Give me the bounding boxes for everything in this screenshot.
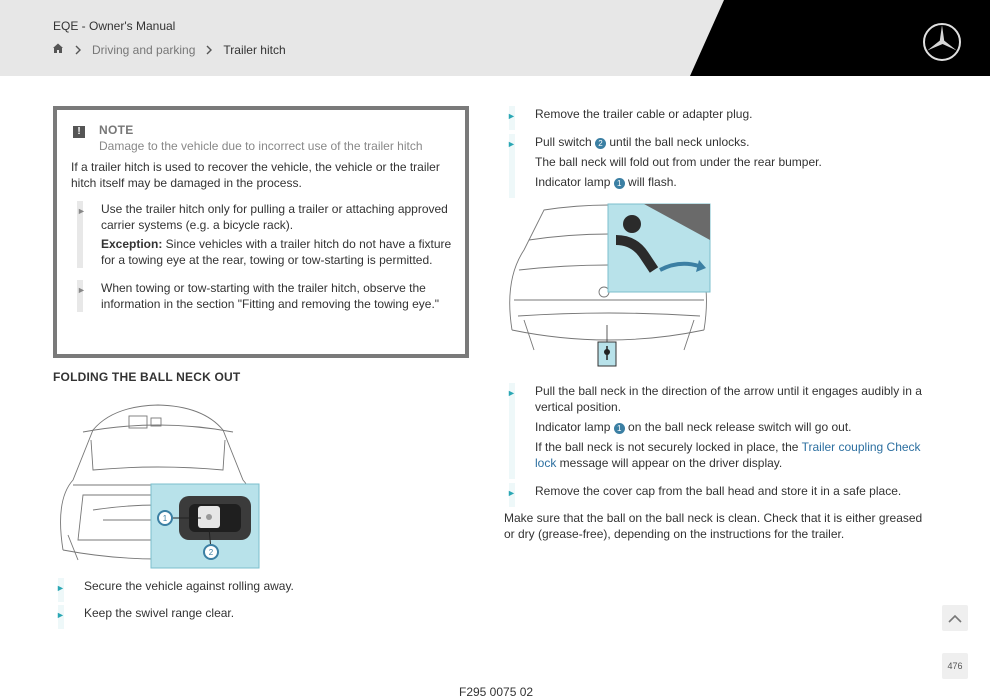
step-pull-ball-neck	[505, 383, 945, 471]
breadcrumb-trailer-hitch: Trailer hitch	[223, 42, 286, 57]
chevron-right-icon	[64, 45, 92, 55]
bullet-arrow-icon: ►	[56, 583, 65, 593]
header-bar	[0, 0, 990, 76]
trailer-coupling-link[interactable]: Trailer coupling Check lock	[535, 440, 921, 470]
figure-ball-neck	[504, 200, 714, 370]
note-item	[73, 201, 457, 268]
figure-code: F295 0075 02	[459, 685, 534, 699]
note-exception	[101, 236, 457, 268]
figure-trunk-switch	[53, 400, 263, 570]
bullet-arrow-icon: ►	[507, 139, 516, 149]
breadcrumb	[52, 42, 286, 57]
scroll-top-button[interactable]	[942, 605, 968, 631]
page-number-icon[interactable]: 476	[942, 653, 968, 679]
note-item-text: When towing or tow-starting with the trailer hitch, observe the information in the section "Fitting and removing the towing eye."	[101, 281, 440, 311]
step-text: Secure the vehicle against rolling away.	[84, 579, 294, 593]
step-result: Indicator lamp 1 will flash.	[535, 175, 677, 189]
figure-label-1: 1	[162, 514, 168, 523]
step-secure-vehicle	[54, 578, 464, 594]
step-pull-switch	[505, 134, 945, 190]
note-list	[73, 201, 457, 312]
note-subtitle: Damage to the vehicle due to incorrect use of the trailer hitch	[99, 139, 423, 153]
exception-label: Exception:	[101, 237, 163, 251]
bullet-arrow-icon: ►	[507, 111, 516, 121]
bullet-arrow-icon: ►	[56, 610, 65, 620]
number-badge-1: 1	[614, 423, 625, 434]
home-icon[interactable]	[52, 42, 64, 57]
step-result: If the ball neck is not securely locked in place, the Trailer coupling Check lock message will appear on the driver display.	[535, 440, 921, 470]
step-remove-cover	[505, 483, 945, 499]
note-item-text: Use the trailer hitch only for pulling a trailer or attaching approved carrier systems (e.g. a bicycle rack).	[101, 202, 448, 232]
final-paragraph: Make sure that the ball on the ball neck is clean. Check that it is either greased or dry (grease-free), depending on the instructions for the trailer.	[504, 511, 923, 541]
exception-text: Since vehicles with a trailer hitch do not have a fixture for a towing eye at the rear, towing or tow-starting is permitted.	[101, 237, 452, 267]
step-result: Indicator lamp 1 on the ball neck release switch will go out.	[535, 420, 852, 434]
section-heading: FOLDING THE BALL NECK OUT	[53, 370, 241, 384]
step-keep-clear	[54, 605, 464, 621]
app-title: EQE - Owner's Manual	[53, 19, 176, 33]
step-text: Pull the ball neck in the direction of the arrow until it engages audibly in a vertical position.	[535, 384, 922, 414]
bullet-arrow-icon: ►	[507, 488, 516, 498]
bullet-arrow-icon: ►	[507, 388, 516, 398]
bullet-arrow-icon: ►	[77, 206, 86, 216]
figure-label-2: 2	[208, 548, 214, 557]
mercedes-logo-icon[interactable]	[922, 22, 962, 65]
step-text: Keep the swivel range clear.	[84, 606, 235, 620]
chevron-right-icon	[195, 45, 223, 55]
note-paragraph: If a trailer hitch is used to recover the vehicle, the vehicle or the trailer hitch itself may be damaged in the process.	[71, 160, 440, 190]
number-badge-1: 1	[614, 178, 625, 189]
breadcrumb-driving-parking[interactable]: Driving and parking	[92, 42, 196, 57]
step-text: Remove the cover cap from the ball head and store it in a safe place.	[535, 484, 902, 498]
number-badge-2: 2	[595, 138, 606, 149]
chevron-up-icon	[948, 614, 962, 623]
step-remove-cable	[505, 106, 945, 122]
step-text: Pull switch 2 until the ball neck unlocks.	[535, 135, 750, 149]
warning-icon: !	[73, 126, 85, 138]
note-title: NOTE	[99, 123, 134, 137]
step-result: The ball neck will fold out from under the rear bumper.	[535, 155, 822, 169]
note-item	[73, 280, 457, 312]
step-text: Remove the trailer cable or adapter plug.	[535, 107, 753, 121]
note-box	[53, 106, 469, 358]
bullet-arrow-icon: ►	[77, 285, 86, 295]
